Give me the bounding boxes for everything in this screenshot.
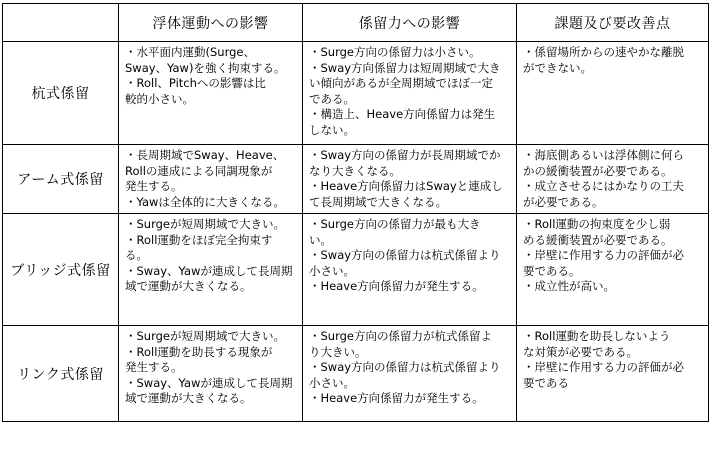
cell-line: ・Surge方向の係留力が最も大き [309,217,481,231]
cell-line: ・Roll運動を助長しないよう [523,329,671,343]
header-row [3,4,709,42]
cell-line: ・Sway、Yawが連成して長周期 [125,375,293,390]
row-label: アーム式係留 [3,145,119,214]
cell-line: ・Surgeが短周期域で大きい。 [125,329,285,343]
cell-line: る。 [125,248,148,262]
cell-line: なり大きくなる。 [309,163,401,178]
cell-line: り大きい。 [309,344,367,359]
mooring-comparison-table [2,3,709,422]
cell-line: ・成立性が高い。 [523,279,615,293]
cell-line: が必要である。 [523,194,604,209]
cell-line: ・成立させるにはかなりの工夫 [523,179,684,193]
cell-line: Rollの連成による同調現象が [125,163,273,178]
cell-line: ・Surge方向の係留力は小さい。 [309,45,481,59]
cell-line: ・Sway方向の係留力は杭式係留より [309,360,501,374]
issues-cell [517,145,709,214]
row-label: ブリッジ式係留 [3,214,119,326]
cell-line: ができない。 [523,60,592,75]
cell-line: ・Roll運動をほぼ完全拘束す [125,232,273,247]
cell-line: ・Sway方向係留力は短周期域で大き [309,60,501,75]
cell-line: ・Yawは全体的に大きくなる。 [125,194,285,209]
cell-line: 要である [523,375,569,390]
header-corner [3,4,119,42]
cell-line: ・水平面内運動(Surge、 [125,45,255,59]
mooring-force-cell [303,326,517,422]
header-mooring-force-effect: 係留力への影響 [303,4,517,42]
motion-effect-cell [119,42,303,145]
mooring-force-cell [303,145,517,214]
mooring-force-cell [303,42,517,145]
cell-line: ・係留場所からの速やかな離脱 [523,45,684,59]
cell-line: ・Heave方向係留力が発生する。 [309,279,484,293]
row-label: リンク式係留 [3,326,119,422]
cell-line: ・Sway方向の係留力は杭式係留より [309,248,501,262]
cell-line: ・海底側あるいは浮体側に何ら [523,148,684,162]
issues-cell [517,42,709,145]
cell-line: ・Surge方向の係留力が杭式係留よ [309,329,492,343]
cell-line: ・Roll運動を助長する現象が [125,344,273,359]
table-row [3,145,709,214]
cell-line: ・Roll、Pitchへの影響は比 [125,76,266,90]
cell-line: 小さい。 [309,375,355,390]
cell-line: Sway、Yaw)を強く拘束する。 [125,60,286,75]
cell-line: である。 [309,91,355,106]
motion-effect-cell [119,145,303,214]
cell-line: ・岸壁に作用する力の評価が必 [523,248,684,262]
motion-effect-cell [119,326,303,422]
cell-line: て長周期域で大きくなる。 [309,194,447,209]
cell-line: かの緩衝装置が必要である。 [523,163,673,178]
cell-line: 域で運動が大きくなる。 [125,391,252,405]
table-row [3,326,709,422]
cell-line: ・長周期域でSway、Heave、 [125,148,285,162]
cell-line: い傾向があるが全周期域でほぼ一定 [309,76,493,90]
cell-line: 小さい。 [309,263,355,278]
cell-line: ・岸壁に作用する力の評価が必 [523,360,684,374]
motion-effect-cell [119,214,303,326]
table-row [3,214,709,326]
row-label: 杭式係留 [3,42,119,145]
cell-line: ・Sway、Yawが連成して長周期 [125,263,293,278]
issues-cell [517,326,709,422]
cell-line: ・Heave方向係留力が発生する。 [309,391,484,405]
table-row [3,42,709,145]
issues-cell [517,214,709,326]
cell-line: な対策が必要である。 [523,344,638,359]
cell-line: ・Heave方向係留力はSwayと連成し [309,179,503,193]
cell-line: める緩衝装置が必要である。 [523,232,673,247]
cell-line: ・Surgeが短周期域で大きい。 [125,217,285,231]
cell-line: い。 [309,232,332,247]
cell-line: 要である。 [523,263,581,278]
header-issues: 課題及び要改善点 [517,4,709,42]
cell-line: 発生する。 [125,360,183,374]
cell-line: ・Sway方向の係留力が長周期域でか [309,148,501,162]
cell-line: ・Roll運動の拘束度を少し弱 [523,217,671,231]
cell-line: しない。 [309,122,355,137]
cell-line: 発生する。 [125,179,183,193]
mooring-force-cell [303,214,517,326]
cell-line: 域で運動が大きくなる。 [125,279,252,293]
cell-line: 較的小さい。 [125,91,194,106]
cell-line: ・構造上、Heave方向係留力は発生 [309,107,496,121]
header-motion-effect: 浮体運動への影響 [119,4,303,42]
